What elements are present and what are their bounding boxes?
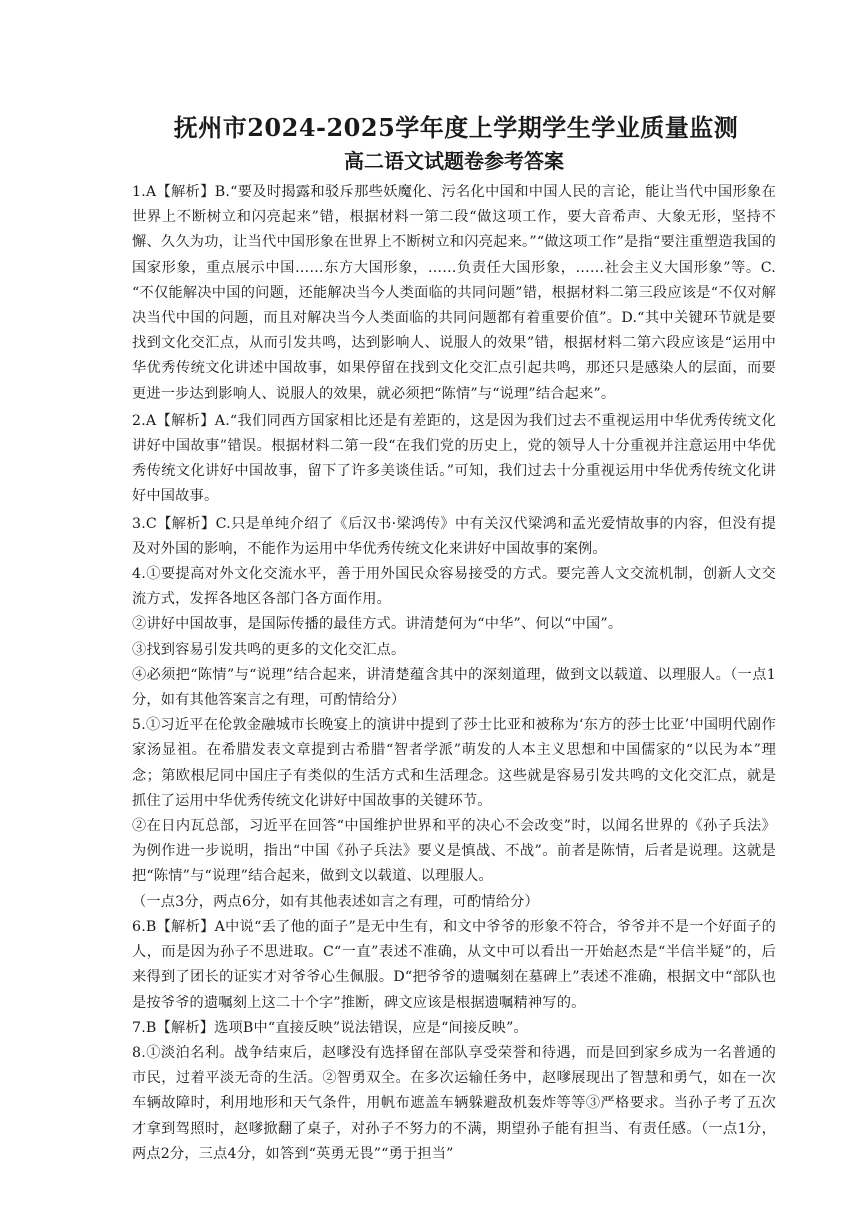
answer-q4-point4: ④必须把“陈情”与“说理”结合起来，讲清楚蕴含其中的深刻道理，做到文以载道、以理服人。（一点1分，如有其他答案言之有理，可酌情给分） xyxy=(132,666,776,709)
document-title: 抚州市2024-2025学年度上学期学生学业质量监测 xyxy=(173,113,739,142)
answer-q5-point1: 5.①习近平在伦敦金融城市长晚宴上的演讲中提到了莎士比亚和被称为‘东方的莎士比亚’中国明代剧作家汤显祖。在希腊发表文章提到古希腊“智者学派”萌发的人本主义思想和中国儒家的“以民为本”理念；第欧根尼同中国庄子有类似的生活方式和生活理念。这些就是容易引发共鸣的文化交汇点，就是抓住了运用中华优秀传统文化讲好中国故事的关键环节。 xyxy=(132,717,776,809)
answer-q6: 6.B【解析】A中说“丢了他的面子”是无中生有，和文中爷爷的形象不符合，爷爷并不是一个好面子的人，而是因为孙子不思进取。C“一直”表述不准确，从文中可以看出一开始赵杰是“半信半疑”的，后来得到了团长的证实才对爷爷心生佩服。D“把爷爷的遗嘱刻在墓碑上”表述不准确，根据文中“部队也是按爷爷的遗嘱刻上这二十个字”推断，碑文应该是根据遗嘱精神写的。 xyxy=(132,918,776,1011)
answer-q2: 2.A【解析】A.“我们同西方国家相比还是有差距的，这是因为我们过去不重视运用中华优秀传统文化讲好中国故事”错误。根据材料二第一段“在我们党的历史上，党的领导人十分重视并注意运用中华优秀传统文化讲好中国故事，留下了许多美谈佳话。”可知，我们过去十分重视运用中华优秀传统文化讲好中国故事。 xyxy=(132,412,776,505)
answer-q4-point3: ③找到容易引发共鸣的更多的文化交汇点。 xyxy=(132,641,406,658)
answer-q8: 8.①淡泊名利。战争结束后，赵嗲没有选择留在部队享受荣誉和待遇，而是回到家乡成为一名普通的市民，过着平淡无奇的生活。②智勇双全。在多次运输任务中，赵嗲展现出了智慧和勇气，如在一次车辆故障时，利用地形和天气条件，用帆布遮盖车辆躲避敌机轰炸等等③严格要求。当孙子考了五次才拿到驾照时，赵嗲掀翻了桌子，对孙子不努力的不满，期望孙子能有担当、有责任感。（一点1分，两点2分，三点4分，如答到“英勇无畏”“勇于担当” xyxy=(132,1044,776,1162)
document-subtitle: 高二语文试题卷参考答案 xyxy=(344,149,564,173)
answer-q4-point1: 4.①要提高对外文化交流水平，善于用外国民众容易接受的方式。要完善人文交流机制，创新人文交流方式，发挥各地区各部门各方面作用。 xyxy=(132,566,776,608)
answer-q3: 3.C【解析】C.只是单纯介绍了《后汉书·梁鸿传》中有关汉代梁鸿和孟光爱情故事的内容，但没有提及对外国的影响，不能作为运用中华优秀传统文化来讲好中国故事的案例。 xyxy=(132,515,776,557)
answer-q7: 7.B【解析】选项B中“直接反映”说法错误，应是“间接反映”。 xyxy=(132,1019,528,1036)
answer-list xyxy=(132,180,776,1167)
answer-q5-point2: ②在日内瓦总部，习近平在回答“中国维护世界和平的决心不会改变”时，以闻名世界的《孙子兵法》为例作进一步说明，指出“中国《孙子兵法》要义是慎战、不战”。前者是陈情，后者是说理。这就是把“陈情”与“说理”结合起来，做到文以载道、以理服人。 xyxy=(132,818,776,885)
answer-q1: 1.A【解析】B.“要及时揭露和驳斥那些妖魔化、污名化中国和中国人民的言论，能让当代中国形象在世界上不断树立和闪亮起来”错，根据材料一第二段“做这项工作，要大音希声、大象无形，坚持不懈、久久为功，让当代中国形象在世界上不断树立和闪亮起来。”“做这项工作”是指“要注重塑造我国的国家形象，重点展示中国……东方大国形象，……负责任大国形象，……社会主义大国形象”等。C. “不仅能解决中国的问题，还能解决当今人类面临的共同问题”错，根据材料二第三段应该是“不仅对解决当代中国的问题，而且对解决当今人类面临的共同问题都有着重要价值”。D.“其中关键环节就是要找到文化交汇点，从而引发共鸣，达到影响人、说服人的效果”错，根据材料二第六段应该是“运用中华优秀传统文化讲述中国故事，如果停留在找到文化交汇点引起共鸣，那还只是感染人的层面，而要更进一步达到影响人、说服人的效果，就必须把“陈情”与“说理”结合起来”。 xyxy=(132,184,776,402)
answer-q5-scoring: （一点3分，两点6分，如有其他表述如言之有理，可酌情给分） xyxy=(132,893,539,910)
answer-q4-point2: ②讲好中国故事，是国际传播的最佳方式。讲清楚何为“中华”、何以“中国”。 xyxy=(132,616,623,633)
